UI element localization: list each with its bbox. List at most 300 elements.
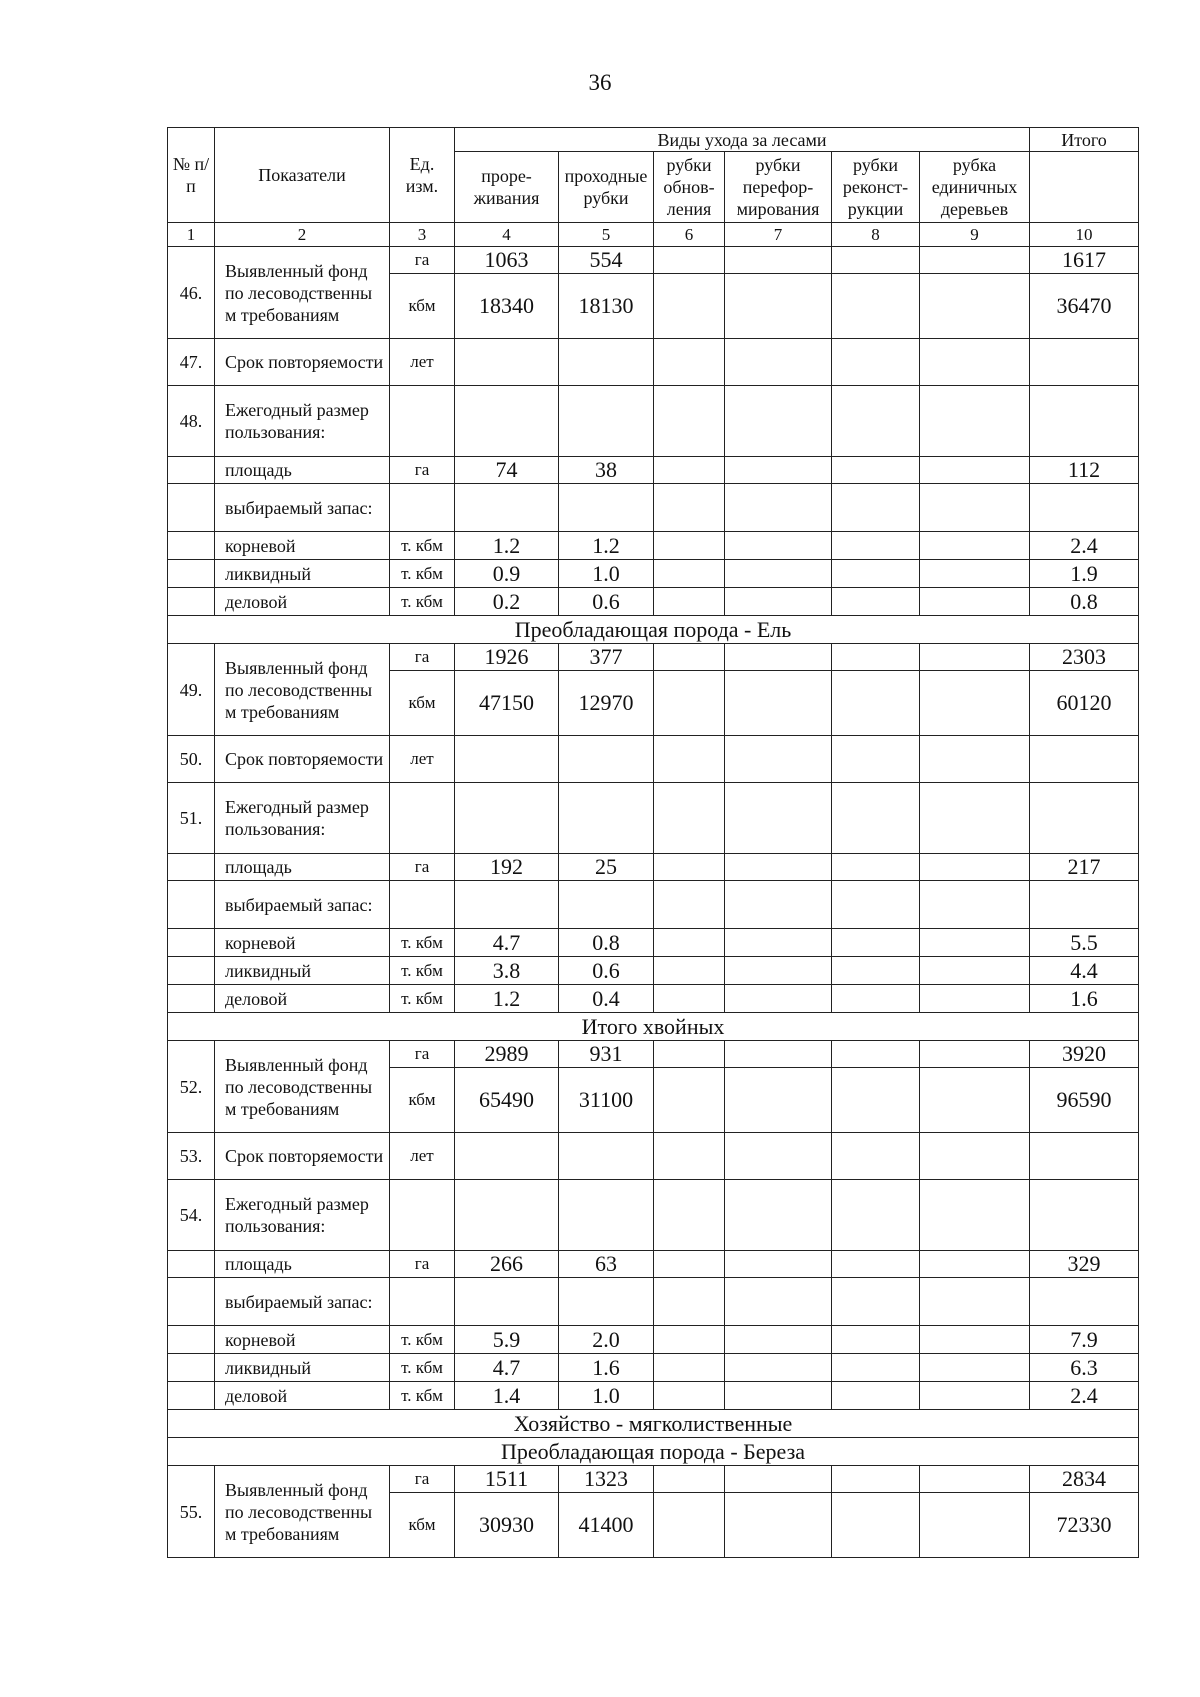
empty-cell [654, 1278, 725, 1326]
empty-cell [725, 671, 832, 736]
empty-cell [654, 1251, 725, 1278]
unit-cell: лет [390, 736, 455, 783]
empty-cell [920, 1180, 1030, 1251]
unit-cell: кбм [390, 274, 455, 339]
empty-cell [1030, 386, 1139, 457]
value-cell: 18340 [455, 274, 559, 339]
empty-cell [832, 1133, 920, 1180]
empty-cell [654, 1041, 725, 1068]
value-cell: 38 [559, 457, 654, 484]
empty-cell [654, 339, 725, 386]
total-cell: 2303 [1030, 644, 1139, 671]
empty-cell [725, 484, 832, 532]
empty-cell [725, 736, 832, 783]
empty-cell [559, 736, 654, 783]
value-cell: 4.7 [455, 929, 559, 957]
row-number: 51. [168, 783, 215, 854]
empty-cell [725, 560, 832, 588]
empty-cell [455, 881, 559, 929]
value-cell: 41400 [559, 1493, 654, 1558]
empty-cell [654, 985, 725, 1013]
empty-cell [725, 644, 832, 671]
empty-cell [654, 783, 725, 854]
header-renewal-cuttings: рубки обнов-ления [654, 152, 725, 223]
row-number: 49. [168, 644, 215, 736]
indicator-label: Выявленный фонд по лесоводственны м требованиям [215, 1466, 390, 1558]
empty-cell [168, 1251, 215, 1278]
value-cell: 18130 [559, 274, 654, 339]
value-cell: 1.2 [455, 532, 559, 560]
value-cell: 0.2 [455, 588, 559, 616]
empty-cell [832, 644, 920, 671]
total-cell: 72330 [1030, 1493, 1139, 1558]
empty-cell [725, 1133, 832, 1180]
empty-cell [725, 1326, 832, 1354]
empty-cell [168, 532, 215, 560]
indicator-label: площадь [215, 1251, 390, 1278]
empty-cell [455, 1133, 559, 1180]
empty-cell [832, 671, 920, 736]
empty-cell [168, 457, 215, 484]
empty-cell [920, 386, 1030, 457]
indicator-label: Срок повторяемости [215, 339, 390, 386]
empty-cell [832, 274, 920, 339]
value-cell: 377 [559, 644, 654, 671]
indicator-label: площадь [215, 854, 390, 881]
indicator-label: деловой [215, 588, 390, 616]
total-cell: 5.5 [1030, 929, 1139, 957]
empty-cell [455, 783, 559, 854]
indicator-label: ликвидный [215, 560, 390, 588]
unit-cell: т. кбм [390, 985, 455, 1013]
empty-cell [168, 1382, 215, 1410]
section-header: Преобладающая порода - Береза [168, 1438, 1139, 1466]
empty-cell [390, 1278, 455, 1326]
empty-cell [832, 1493, 920, 1558]
empty-cell [725, 1278, 832, 1326]
empty-cell [1030, 484, 1139, 532]
empty-cell [920, 1382, 1030, 1410]
unit-cell: т. кбм [390, 1354, 455, 1382]
empty-cell [832, 532, 920, 560]
indicator-label: деловой [215, 1382, 390, 1410]
empty-cell [832, 1326, 920, 1354]
total-cell: 329 [1030, 1251, 1139, 1278]
empty-cell [168, 929, 215, 957]
value-cell: 266 [455, 1251, 559, 1278]
total-cell: 4.4 [1030, 957, 1139, 985]
empty-cell [559, 1278, 654, 1326]
empty-cell [654, 1493, 725, 1558]
unit-cell: т. кбм [390, 532, 455, 560]
empty-cell [168, 881, 215, 929]
empty-cell [1030, 1133, 1139, 1180]
empty-cell [920, 1278, 1030, 1326]
value-cell: 1063 [455, 247, 559, 274]
empty-cell [168, 985, 215, 1013]
empty-cell [654, 247, 725, 274]
empty-cell [920, 1041, 1030, 1068]
forest-care-table [167, 127, 1139, 1558]
row-number: 48. [168, 386, 215, 457]
empty-cell [832, 783, 920, 854]
empty-cell [920, 985, 1030, 1013]
empty-cell [832, 957, 920, 985]
section-header: Хозяйство - мягколиственные [168, 1410, 1139, 1438]
row-number: 46. [168, 247, 215, 339]
value-cell: 1.0 [559, 560, 654, 588]
empty-cell [832, 484, 920, 532]
empty-cell [920, 274, 1030, 339]
value-cell: 0.6 [559, 957, 654, 985]
header-unit: Ед. изм. [390, 128, 455, 223]
total-cell: 6.3 [1030, 1354, 1139, 1382]
empty-cell [725, 1466, 832, 1493]
empty-cell [559, 1133, 654, 1180]
empty-cell [920, 783, 1030, 854]
empty-cell [920, 671, 1030, 736]
empty-cell [920, 881, 1030, 929]
header-reconstruction-cuttings: рубки реконст-рукции [832, 152, 920, 223]
col-index: 1 [168, 223, 215, 247]
empty-cell [832, 1251, 920, 1278]
empty-cell [559, 1180, 654, 1251]
empty-cell [920, 339, 1030, 386]
empty-cell [654, 560, 725, 588]
empty-cell [1030, 339, 1139, 386]
empty-cell [725, 532, 832, 560]
empty-cell [455, 339, 559, 386]
value-cell: 1323 [559, 1466, 654, 1493]
empty-cell [1030, 783, 1139, 854]
value-cell: 1.2 [559, 532, 654, 560]
empty-cell [559, 783, 654, 854]
indicator-label: деловой [215, 985, 390, 1013]
empty-cell [654, 484, 725, 532]
empty-cell [832, 1278, 920, 1326]
empty-cell [455, 484, 559, 532]
value-cell: 63 [559, 1251, 654, 1278]
empty-cell [654, 532, 725, 560]
row-number: 47. [168, 339, 215, 386]
indicator-label: Ежегодный размер пользования: [215, 783, 390, 854]
indicator-label: выбираемый запас: [215, 484, 390, 532]
value-cell: 1926 [455, 644, 559, 671]
header-total-blank [1030, 152, 1139, 223]
empty-cell [455, 1180, 559, 1251]
total-cell: 36470 [1030, 274, 1139, 339]
empty-cell [1030, 1180, 1139, 1251]
unit-cell: т. кбм [390, 588, 455, 616]
empty-cell [654, 1382, 725, 1410]
total-cell: 2.4 [1030, 532, 1139, 560]
empty-cell [920, 560, 1030, 588]
col-index: 3 [390, 223, 455, 247]
section-header: Итого хвойных [168, 1013, 1139, 1041]
value-cell: 1.4 [455, 1382, 559, 1410]
unit-cell: га [390, 457, 455, 484]
unit-cell: га [390, 854, 455, 881]
indicator-label: Выявленный фонд по лесоводственны м требованиям [215, 1041, 390, 1133]
indicator-label: ликвидный [215, 957, 390, 985]
col-index: 6 [654, 223, 725, 247]
indicator-label: корневой [215, 929, 390, 957]
empty-cell [390, 386, 455, 457]
unit-cell: лет [390, 1133, 455, 1180]
empty-cell [559, 484, 654, 532]
empty-cell [920, 1068, 1030, 1133]
unit-cell: га [390, 644, 455, 671]
empty-cell [725, 1493, 832, 1558]
value-cell: 30930 [455, 1493, 559, 1558]
row-number: 55. [168, 1466, 215, 1558]
empty-cell [725, 274, 832, 339]
empty-cell [832, 1466, 920, 1493]
value-cell: 554 [559, 247, 654, 274]
value-cell: 65490 [455, 1068, 559, 1133]
empty-cell [920, 736, 1030, 783]
col-index: 9 [920, 223, 1030, 247]
value-cell: 31100 [559, 1068, 654, 1133]
value-cell: 0.8 [559, 929, 654, 957]
unit-cell: га [390, 1251, 455, 1278]
empty-cell [832, 929, 920, 957]
empty-cell [832, 339, 920, 386]
empty-cell [920, 1326, 1030, 1354]
total-cell: 1617 [1030, 247, 1139, 274]
value-cell: 12970 [559, 671, 654, 736]
empty-cell [920, 532, 1030, 560]
empty-cell [832, 386, 920, 457]
empty-cell [832, 1041, 920, 1068]
unit-cell: кбм [390, 671, 455, 736]
section-header: Преобладающая порода - Ель [168, 616, 1139, 644]
empty-cell [455, 736, 559, 783]
empty-cell [725, 881, 832, 929]
empty-cell [654, 881, 725, 929]
empty-cell [559, 881, 654, 929]
indicator-label: корневой [215, 1326, 390, 1354]
empty-cell [725, 1041, 832, 1068]
header-total: Итого [1030, 128, 1139, 152]
empty-cell [832, 457, 920, 484]
indicator-label: Ежегодный размер пользования: [215, 386, 390, 457]
total-cell: 3920 [1030, 1041, 1139, 1068]
unit-cell: т. кбм [390, 1326, 455, 1354]
unit-cell: т. кбм [390, 929, 455, 957]
total-cell: 2.4 [1030, 1382, 1139, 1410]
empty-cell [832, 560, 920, 588]
empty-cell [725, 339, 832, 386]
empty-cell [654, 1354, 725, 1382]
indicator-label: Срок повторяемости [215, 736, 390, 783]
empty-cell [725, 457, 832, 484]
total-cell: 0.8 [1030, 588, 1139, 616]
empty-cell [832, 1068, 920, 1133]
value-cell: 192 [455, 854, 559, 881]
empty-cell [920, 247, 1030, 274]
empty-cell [832, 1382, 920, 1410]
empty-cell [390, 881, 455, 929]
empty-cell [654, 1068, 725, 1133]
value-cell: 1.0 [559, 1382, 654, 1410]
empty-cell [920, 957, 1030, 985]
empty-cell [654, 1326, 725, 1354]
empty-cell [920, 484, 1030, 532]
unit-cell: га [390, 247, 455, 274]
empty-cell [654, 957, 725, 985]
header-passage-cuttings: проходные рубки [559, 152, 654, 223]
empty-cell [832, 1354, 920, 1382]
empty-cell [920, 929, 1030, 957]
empty-cell [168, 588, 215, 616]
value-cell: 5.9 [455, 1326, 559, 1354]
empty-cell [725, 386, 832, 457]
empty-cell [832, 736, 920, 783]
unit-cell: лет [390, 339, 455, 386]
total-cell: 112 [1030, 457, 1139, 484]
empty-cell [725, 985, 832, 1013]
empty-cell [654, 274, 725, 339]
total-cell: 2834 [1030, 1466, 1139, 1493]
unit-cell: га [390, 1466, 455, 1493]
value-cell: 0.4 [559, 985, 654, 1013]
empty-cell [832, 1180, 920, 1251]
value-cell: 2989 [455, 1041, 559, 1068]
total-cell: 96590 [1030, 1068, 1139, 1133]
value-cell: 2.0 [559, 1326, 654, 1354]
indicator-label: Выявленный фонд по лесоводственны м требованиям [215, 644, 390, 736]
value-cell: 4.7 [455, 1354, 559, 1382]
empty-cell [832, 588, 920, 616]
total-cell: 60120 [1030, 671, 1139, 736]
empty-cell [920, 1133, 1030, 1180]
col-index: 10 [1030, 223, 1139, 247]
empty-cell [654, 929, 725, 957]
empty-cell [725, 1354, 832, 1382]
empty-cell [654, 854, 725, 881]
empty-cell [168, 560, 215, 588]
empty-cell [559, 339, 654, 386]
empty-cell [920, 854, 1030, 881]
total-cell: 1.6 [1030, 985, 1139, 1013]
col-index: 7 [725, 223, 832, 247]
empty-cell [920, 457, 1030, 484]
empty-cell [168, 484, 215, 532]
indicator-label: выбираемый запас: [215, 881, 390, 929]
empty-cell [1030, 1278, 1139, 1326]
unit-cell: т. кбм [390, 1382, 455, 1410]
empty-cell [920, 1354, 1030, 1382]
value-cell: 1.2 [455, 985, 559, 1013]
row-number: 53. [168, 1133, 215, 1180]
empty-cell [832, 247, 920, 274]
empty-cell [832, 881, 920, 929]
empty-cell [390, 1180, 455, 1251]
empty-cell [390, 783, 455, 854]
empty-cell [725, 929, 832, 957]
empty-cell [725, 854, 832, 881]
empty-cell [920, 588, 1030, 616]
header-care-types: Виды ухода за лесами [455, 128, 1030, 152]
empty-cell [390, 484, 455, 532]
empty-cell [725, 247, 832, 274]
indicator-label: ликвидный [215, 1354, 390, 1382]
indicator-label: выбираемый запас: [215, 1278, 390, 1326]
col-index: 4 [455, 223, 559, 247]
empty-cell [725, 1382, 832, 1410]
empty-cell [654, 386, 725, 457]
value-cell: 1511 [455, 1466, 559, 1493]
empty-cell [654, 671, 725, 736]
empty-cell [725, 1251, 832, 1278]
empty-cell [168, 1326, 215, 1354]
value-cell: 931 [559, 1041, 654, 1068]
empty-cell [654, 588, 725, 616]
empty-cell [1030, 736, 1139, 783]
row-number: 54. [168, 1180, 215, 1251]
header-thinning: проре-живания [455, 152, 559, 223]
empty-cell [654, 457, 725, 484]
col-index: 2 [215, 223, 390, 247]
total-cell: 7.9 [1030, 1326, 1139, 1354]
unit-cell: т. кбм [390, 957, 455, 985]
indicator-label: Срок повторяемости [215, 1133, 390, 1180]
value-cell: 74 [455, 457, 559, 484]
empty-cell [920, 1251, 1030, 1278]
empty-cell [168, 854, 215, 881]
unit-cell: кбм [390, 1068, 455, 1133]
empty-cell [920, 1466, 1030, 1493]
header-single-tree-cutting: рубка единичных деревьев [920, 152, 1030, 223]
value-cell: 1.6 [559, 1354, 654, 1382]
col-index: 5 [559, 223, 654, 247]
total-cell: 217 [1030, 854, 1139, 881]
empty-cell [654, 1180, 725, 1251]
empty-cell [168, 957, 215, 985]
indicator-label: корневой [215, 532, 390, 560]
value-cell: 0.9 [455, 560, 559, 588]
empty-cell [654, 736, 725, 783]
empty-cell [455, 1278, 559, 1326]
total-cell: 1.9 [1030, 560, 1139, 588]
value-cell: 47150 [455, 671, 559, 736]
empty-cell [725, 957, 832, 985]
empty-cell [168, 1278, 215, 1326]
empty-cell [654, 1133, 725, 1180]
indicator-label: Ежегодный размер пользования: [215, 1180, 390, 1251]
empty-cell [725, 1180, 832, 1251]
empty-cell [654, 644, 725, 671]
value-cell: 25 [559, 854, 654, 881]
empty-cell [168, 1354, 215, 1382]
row-number: 52. [168, 1041, 215, 1133]
empty-cell [455, 386, 559, 457]
header-reformation-cuttings: рубки перефор-мирования [725, 152, 832, 223]
unit-cell: т. кбм [390, 560, 455, 588]
indicator-label: площадь [215, 457, 390, 484]
unit-cell: кбм [390, 1493, 455, 1558]
empty-cell [725, 783, 832, 854]
empty-cell [725, 588, 832, 616]
row-number: 50. [168, 736, 215, 783]
col-index: 8 [832, 223, 920, 247]
empty-cell [725, 1068, 832, 1133]
page-number: 36 [588, 70, 612, 95]
unit-cell: га [390, 1041, 455, 1068]
empty-cell [559, 386, 654, 457]
indicator-label: Выявленный фонд по лесоводственны м требованиям [215, 247, 390, 339]
